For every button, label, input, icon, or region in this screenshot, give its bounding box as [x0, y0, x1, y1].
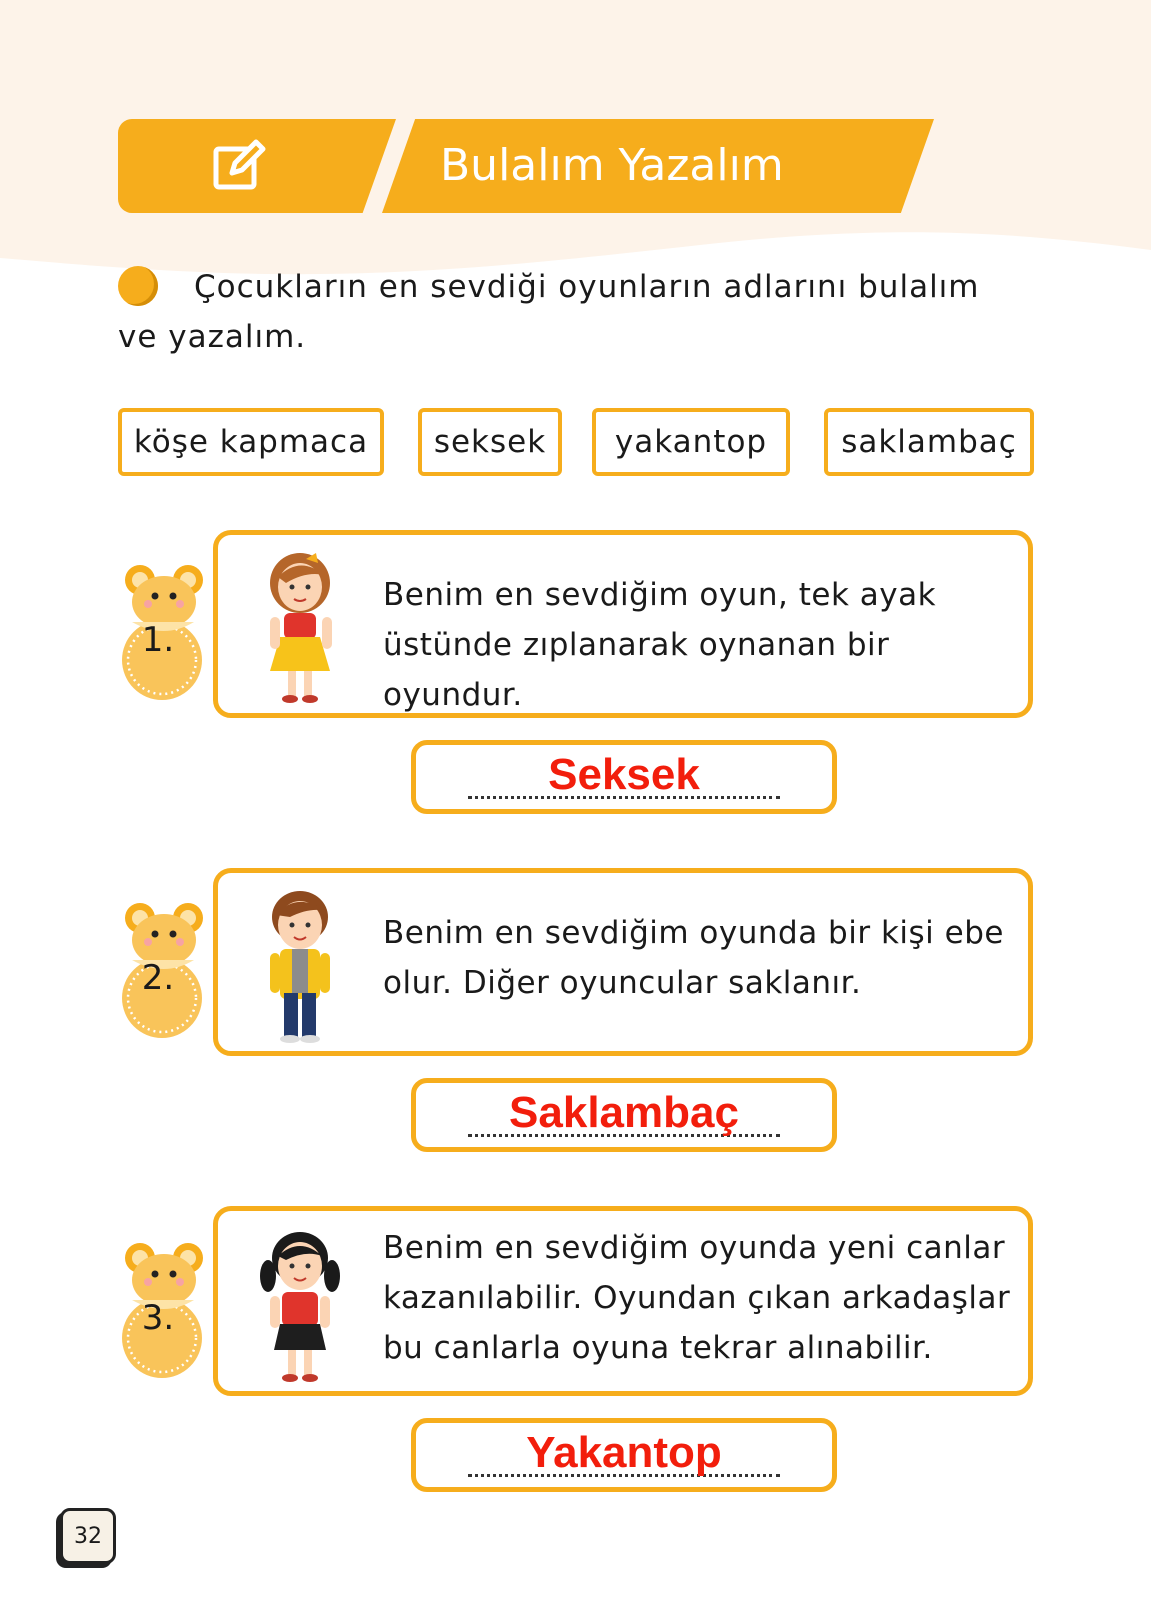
question-card	[213, 530, 1033, 718]
word-bank-item	[824, 408, 1034, 476]
page-title: Bulalım Yazalım	[440, 140, 784, 191]
edit-icon	[210, 135, 270, 195]
boy-illustration	[246, 887, 356, 1047]
question-text: Benim en sevdiğim oyun, tek ayak üstünde zıplanarak oynanan bir oyundur.	[383, 577, 937, 713]
answer-text: Saklambaç	[509, 1088, 739, 1137]
girl-illustration	[246, 1225, 356, 1387]
word-bank-label: yakantop	[614, 424, 768, 460]
question-card	[213, 868, 1033, 1056]
word-bank-item	[118, 408, 384, 476]
page-number: 32	[60, 1508, 116, 1564]
question-number: 1.	[141, 620, 175, 660]
word-bank-label: köşe kapmaca	[133, 424, 369, 460]
question-text: Benim en sevdiğim oyunda bir kişi ebe olur. Diğer oyuncular saklanır.	[383, 915, 1004, 1001]
question-number: 3.	[141, 1298, 175, 1338]
word-bank-label: seksek	[433, 424, 547, 460]
question-card	[213, 1206, 1033, 1396]
answer-field[interactable]	[411, 1078, 837, 1152]
word-bank-label: saklambaç	[841, 424, 1017, 460]
girl-illustration	[246, 547, 356, 707]
question-text: Benim en sevdiğim oyunda yeni canlar kazanılabilir. Oyundan çıkan arkadaşlar bu canlarla oyuna tekrar alınabilir.	[383, 1230, 1011, 1366]
question-number: 2.	[141, 958, 175, 998]
answer-field[interactable]	[411, 1418, 837, 1492]
answer-text: Yakantop	[526, 1428, 722, 1477]
word-bank-item	[418, 408, 562, 476]
answer-field[interactable]	[411, 740, 837, 814]
word-bank-item	[592, 408, 790, 476]
answer-text: Seksek	[548, 750, 700, 799]
instruction-text: Çocukların en sevdiği oyunların adlarını bulalım ve yazalım.	[118, 269, 980, 355]
